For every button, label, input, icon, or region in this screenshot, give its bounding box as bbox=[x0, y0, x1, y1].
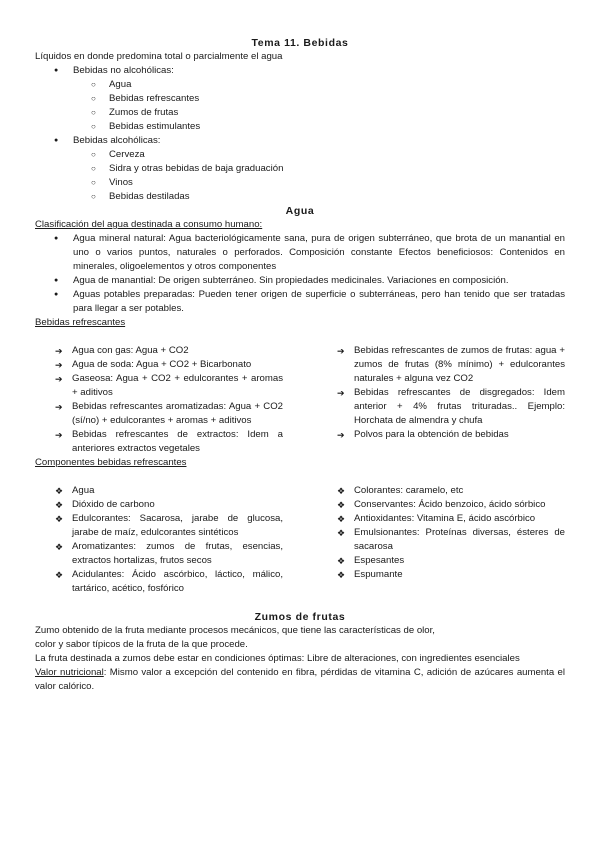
zumos-paragraph-1a: Zumo obtenido de la fruta mediante procesos mecánicos, que tiene las características de olor, bbox=[35, 625, 435, 636]
refrescantes-columns bbox=[35, 344, 565, 456]
list-item: ❖ Acidulantes: Ácido ascórbico, láctico, málico, tartárico, acético, fosfórico bbox=[35, 568, 283, 596]
list-item: ○ Cerveza bbox=[35, 148, 565, 162]
list-item: ● Aguas potables preparadas: Pueden tener origen de superficie o subterráneas, pero han tenido que ser tratadas para llegar a ser potables. bbox=[35, 288, 565, 316]
list-item: ❖ Espumante bbox=[317, 568, 565, 582]
list-item: ❖ Conservantes: Ácido benzoico, ácido sórbico bbox=[317, 498, 565, 512]
list-item: ❖ Antioxidantes: Vitamina E, ácido ascórbico bbox=[317, 512, 565, 526]
intro-text: Líquidos en donde predomina total o parcialmente el agua bbox=[35, 51, 283, 62]
list-item: ➔ Agua con gas: Agua + CO2 bbox=[35, 344, 283, 358]
list-item: ➔ Bebidas refrescantes aromatizadas: Agua + CO2 (sí/no) + edulcorantes + aromas + aditivos bbox=[35, 400, 283, 428]
list-item: ➔ Polvos para la obtención de bebidas bbox=[317, 428, 565, 442]
list-item: ❖ Aromatizantes: zumos de frutas, esencias, extractos hortalizas, frutos secos bbox=[35, 540, 283, 568]
componentes-subtitle: Componentes bebidas refrescantes bbox=[35, 457, 187, 468]
group-label: Bebidas alcohólicas: bbox=[73, 135, 161, 146]
list-item: ● Agua de manantial: De origen subterráneo. Sin propiedades medicinales. Variaciones en composición. bbox=[35, 274, 565, 288]
list-item: ○ Bebidas estimulantes bbox=[35, 120, 565, 134]
beverage-groups bbox=[35, 64, 565, 204]
zumos-paragraph-1b: color y sabor típicos de la fruta de la que procede. bbox=[35, 639, 248, 650]
list-item: ❖ Emulsionantes: Proteínas diversas, ésteres de sacarosa bbox=[317, 526, 565, 554]
list-item: ➔ Bebidas refrescantes de disgregados: Idem anterior + 4% frutas trituradas.. Ejemplo: Horchata de almendra y chufa bbox=[317, 386, 565, 428]
zumos-paragraph-3 bbox=[35, 666, 565, 694]
group-label: Bebidas no alcohólicas: bbox=[73, 65, 174, 76]
agua-subtitle: Clasificación del agua destinada a consumo humano: bbox=[35, 219, 263, 230]
refrescantes-right-list bbox=[317, 344, 565, 442]
group-item bbox=[35, 64, 565, 134]
list-item: ○ Agua bbox=[35, 78, 565, 92]
list-item: ❖ Edulcorantes: Sacarosa, jarabe de glucosa, jarabe de maíz, edulcorantes sintéticos bbox=[35, 512, 283, 540]
list-item: ○ Bebidas destiladas bbox=[35, 190, 565, 204]
document-page bbox=[35, 36, 565, 694]
agua-heading: Agua bbox=[285, 205, 315, 217]
zumos-heading: Zumos de frutas bbox=[254, 611, 346, 623]
list-item: ➔ Agua de soda: Agua + CO2 + Bicarbonato bbox=[35, 358, 283, 372]
list-item: ○ Bebidas refrescantes bbox=[35, 92, 565, 106]
list-item: ○ Sidra y otras bebidas de baja graduación bbox=[35, 162, 565, 176]
list-item: ❖ Dióxido de carbono bbox=[35, 498, 283, 512]
agua-list bbox=[35, 232, 565, 316]
list-item: ○ Zumos de frutas bbox=[35, 106, 565, 120]
list-item: ● Agua mineral natural: Agua bacteriológicamente sana, pura de origen subterráneo, que brota de un manantial en uno o varios puntos, naturales o perforados. Composición constante Efectos beneficiosos: Contenidos en minerales, oligoelementos y otros componentes bbox=[35, 232, 565, 274]
list-item: ➔ Bebidas refrescantes de extractos: Idem a anteriores extractos vegetales bbox=[35, 428, 283, 456]
componentes-left-list bbox=[35, 484, 283, 596]
refrescantes-left-list bbox=[35, 344, 283, 456]
list-item: ❖ Espesantes bbox=[317, 554, 565, 568]
list-item: ○ Vinos bbox=[35, 176, 565, 190]
list-item: ➔ Bebidas refrescantes de zumos de frutas: agua + zumos de frutas (8% mínimo) + edulcorantes naturales + alguna vez CO2 bbox=[317, 344, 565, 386]
refrescantes-subtitle: Bebidas refrescantes bbox=[35, 317, 126, 328]
valor-nutricional-label: Valor nutricional bbox=[35, 667, 104, 678]
list-item: ➔ Gaseosa: Agua + CO2 + edulcorantes + aromas + aditivos bbox=[35, 372, 283, 400]
list-item: ❖ Colorantes: caramelo, etc bbox=[317, 484, 565, 498]
componentes-right-list bbox=[317, 484, 565, 582]
list-item: ❖ Agua bbox=[35, 484, 283, 498]
zumos-paragraph-2: La fruta destinada a zumos debe estar en condiciones óptimas: Libre de alteraciones, con ingredientes esenciales bbox=[35, 653, 520, 664]
group-item bbox=[35, 134, 565, 204]
valor-nutricional-text: : Mismo valor a excepción del contenido en fibra, pérdidas de vitamina C, adición de azúcares aumenta el valor calórico. bbox=[35, 667, 565, 692]
componentes-columns bbox=[35, 484, 565, 596]
document-title: Tema 11. Bebidas bbox=[251, 37, 349, 49]
